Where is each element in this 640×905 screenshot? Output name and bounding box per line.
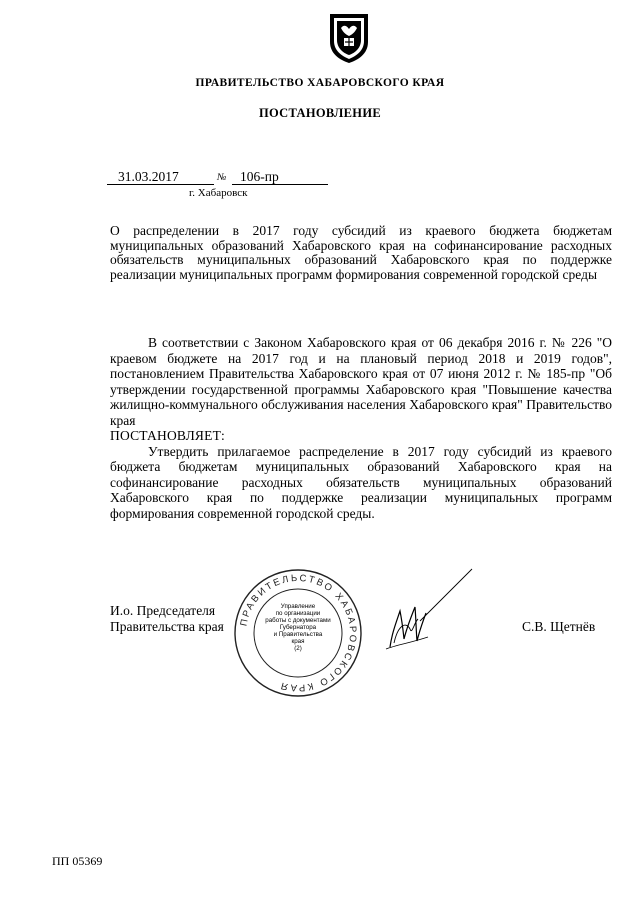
signatory-title-line-1: И.о. Председателя (110, 603, 216, 618)
coat-of-arms-icon (326, 12, 372, 64)
document-type: ПОСТАНОВЛЕНИЕ (258, 106, 381, 120)
signatory-title (110, 603, 224, 635)
document-subject: О распределении в 2017 году субсидий из краевого бюджета бюджетам муниципальных образований Хабаровского края на софинансирование расходных обязательств муниципальных образований Хабаровского края по поддержке реализации муниципальных программ формирования современной городской среды (110, 223, 612, 282)
decree-word: ПОСТАНОВЛЯЕТ: (110, 428, 225, 443)
signatory-title-line-2: Правительства края (110, 619, 224, 634)
document-number: 106-пр (240, 169, 279, 184)
stamp-line: работы с документами (265, 617, 331, 624)
document-date: 31.03.2017 (118, 169, 179, 184)
stamp-line: Губернатора (279, 624, 317, 631)
handwritten-signature (376, 563, 476, 653)
date-underline (107, 184, 214, 185)
stamp-line: по организации (275, 610, 321, 617)
stamp-ring-text: ПРАВИТЕЛЬСТВО ХАБАРОВСКОГО КРАЯ (238, 572, 359, 694)
body-paragraph-1: В соответствии с Законом Хабаровского края от 06 декабря 2016 г. № 226 "О краевом бюджете на 2017 год и на плановый период 2018 и 2019 годов", постановлением Правительства Хабаровского края от 07 июня 2012 г. № 185-пр "Об утверждении государственной программы Хабаровского края "Повышение качества жилищно-коммунального обслуживания населения Хабаровского края" Правительство края (110, 335, 612, 428)
official-stamp (232, 567, 364, 699)
stamp-line: и Правительства (273, 631, 323, 638)
stamp-line: края (291, 638, 305, 645)
document-city: г. Хабаровск (189, 187, 248, 199)
stamp-line: (2) (294, 645, 302, 652)
document-body (110, 335, 612, 521)
stamp-inner-text (258, 603, 338, 652)
number-sign: № (217, 172, 227, 183)
signatory-name: С.В. Щетнёв (522, 619, 596, 634)
stamp-line: Управление (280, 603, 316, 610)
organization-title: ПРАВИТЕЛЬСТВО ХАБАРОВСКОГО КРАЯ (195, 77, 445, 89)
body-paragraph-2: Утвердить прилагаемое распределение в 2017 году субсидий из краевого бюджета бюджетам муниципальных образований Хабаровского края на софинансирование расходных обязательств муниципальных образований Хабаровского края по поддержке реализации муниципальных программ формирования современной городской среды. (110, 443, 612, 521)
footer-code: ПП 05369 (52, 854, 103, 868)
number-underline (232, 184, 328, 185)
